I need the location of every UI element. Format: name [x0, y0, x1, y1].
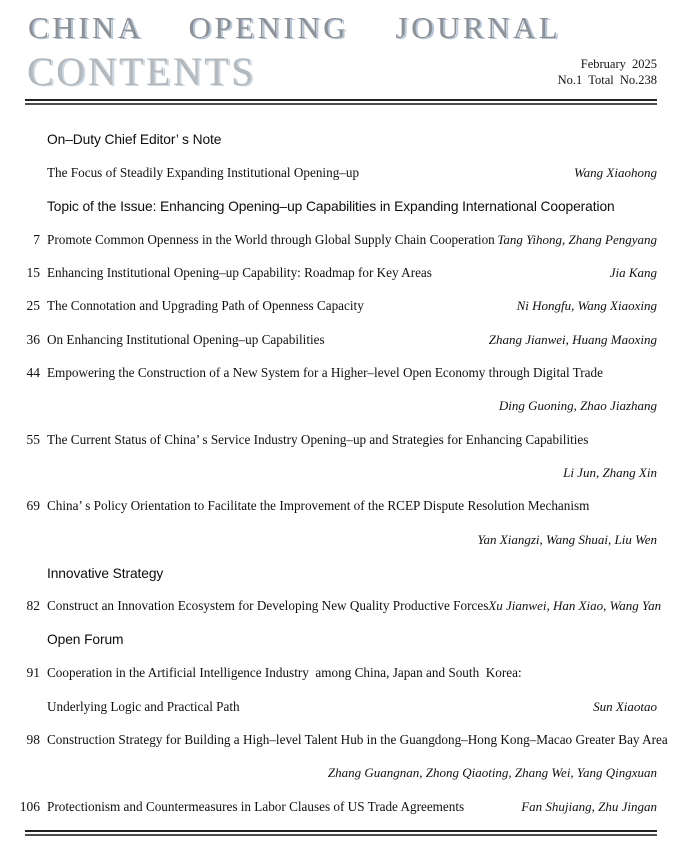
- page-number: 69: [26, 498, 40, 514]
- toc-section-heading: [25, 623, 657, 656]
- page-number: 7: [33, 231, 40, 247]
- article-authors: Zhang Guangnan, Zhong Qiaoting, Zhang Wei, Yang Qingxuan: [327, 765, 657, 781]
- toc-row: [25, 256, 657, 289]
- toc-row: [25, 223, 657, 256]
- section-heading-label: Topic of the Issue: Enhancing Opening–up Capabilities in Expanding International Cooperation: [47, 198, 615, 214]
- journal-title: CHINA OPENING JOURNAL: [28, 10, 562, 45]
- toc-row: [25, 423, 657, 456]
- toc-row: [25, 490, 657, 523]
- toc-row: [25, 657, 657, 690]
- section-heading-label: Open Forum: [47, 632, 124, 648]
- contents-title: CONTENTS: [27, 49, 256, 94]
- article-title: The Focus of Steadily Expanding Institutional Opening–up: [47, 165, 360, 181]
- page-number: 25: [26, 298, 40, 314]
- article-title: Construct an Innovation Ecosystem for Developing New Quality Productive Forces: [47, 598, 489, 614]
- toc-row: [25, 723, 668, 756]
- toc-row: [25, 290, 657, 323]
- article-title: Promote Common Openness in the World through Global Supply Chain Cooperation: [47, 231, 495, 247]
- page-number: 91: [26, 665, 40, 681]
- toc-authors-row: [25, 757, 657, 790]
- article-title: On Enhancing Institutional Opening–up Capabilities: [47, 331, 325, 347]
- toc-authors-row: [25, 523, 657, 556]
- page-number: 44: [26, 365, 40, 381]
- toc-section-heading: [25, 556, 657, 589]
- article-title: The Current Status of China’ s Service Industry Opening–up and Strategies for Enhancing Capabilities: [47, 431, 589, 447]
- article-title: The Connotation and Upgrading Path of Openness Capacity: [47, 298, 364, 314]
- page-number: 15: [26, 265, 40, 281]
- article-authors: Ding Guoning, Zhao Jiazhang: [498, 398, 657, 414]
- footer-double-rule: [25, 830, 657, 836]
- page-number: 82: [26, 598, 40, 614]
- issue-number: No.1 Total No.238: [557, 72, 657, 87]
- toc-section-heading: [25, 123, 657, 156]
- article-authors: Li Jun, Zhang Xin: [563, 465, 657, 481]
- toc-authors-row: [25, 456, 657, 489]
- article-title: Cooperation in the Artificial Intelligence Industry among China, Japan and South Korea:: [47, 665, 522, 681]
- toc-section-heading: [25, 190, 657, 223]
- article-title: Enhancing Institutional Opening–up Capability: Roadmap for Key Areas: [47, 265, 432, 281]
- toc-row: [19, 790, 657, 823]
- toc-continuation-row: [25, 690, 657, 723]
- page-number: 55: [26, 431, 40, 447]
- article-authors: Xu Jianwei, Han Xiao, Wang Yan: [488, 598, 662, 614]
- issue-date: February 2025: [580, 57, 657, 71]
- article-title: Construction Strategy for Building a High–level Talent Hub in the Guangdong–Hong Kong–Macao Greater Bay Area: [47, 731, 668, 747]
- toc-list: [19, 123, 668, 823]
- article-authors: Ni Hongfu, Wang Xiaoxing: [516, 298, 657, 314]
- toc-authors-row: [25, 390, 657, 423]
- header-double-rule: [25, 99, 657, 105]
- article-authors: Tang Yihong, Zhang Pengyang: [497, 231, 657, 247]
- article-title: Empowering the Construction of a New System for a Higher–level Open Economy through Digital Trade: [47, 365, 603, 381]
- toc-row: [25, 323, 657, 356]
- section-heading-label: Innovative Strategy: [47, 565, 164, 581]
- toc-row: [25, 156, 657, 189]
- toc-row: [25, 590, 662, 623]
- article-title: Protectionism and Countermeasures in Labor Clauses of US Trade Agreements: [47, 798, 465, 814]
- article-authors: Wang Xiaohong: [574, 165, 657, 181]
- issue-info: [558, 57, 657, 88]
- article-authors: Jia Kang: [609, 265, 657, 281]
- article-authors: Yan Xiangzi, Wang Shuai, Liu Wen: [477, 531, 657, 547]
- toc-row: [25, 356, 657, 389]
- article-authors: Fan Shujiang, Zhu Jingan: [521, 798, 657, 814]
- page-number: 98: [26, 731, 40, 747]
- article-authors: Zhang Jianwei, Huang Maoxing: [488, 331, 657, 347]
- article-authors: Sun Xiaotao: [593, 698, 657, 714]
- section-heading-label: On–Duty Chief Editor’ s Note: [47, 132, 222, 148]
- page-number: 36: [26, 331, 40, 347]
- page-number: 106: [19, 798, 40, 814]
- article-title: China’ s Policy Orientation to Facilitate the Improvement of the RCEP Dispute Resolution Mechanism: [47, 498, 590, 514]
- article-title-continuation: Underlying Logic and Practical Path: [47, 698, 240, 714]
